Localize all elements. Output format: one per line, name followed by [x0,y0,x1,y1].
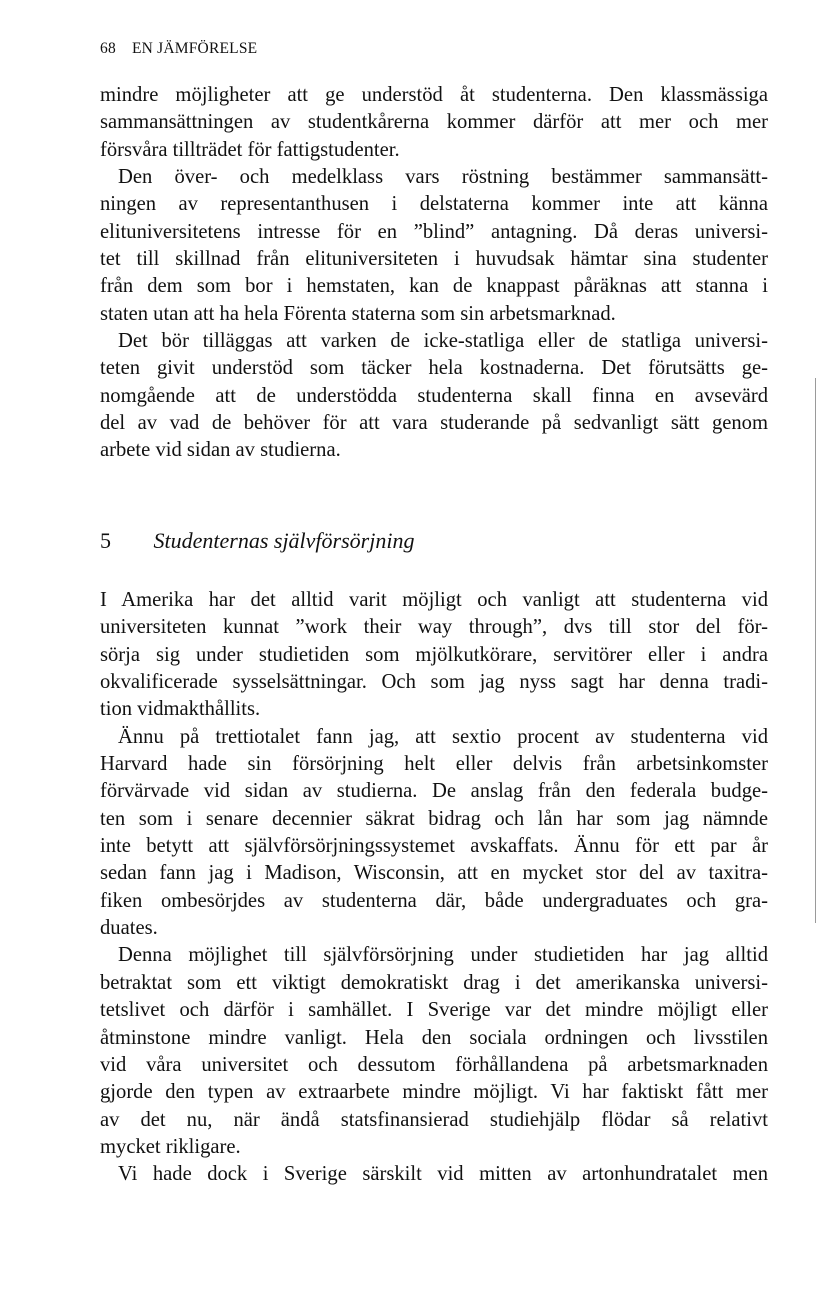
text-line: mindre möjligheter att ge understöd åt studenterna. Den klassmässiga [100,84,768,106]
paragraph [100,164,768,328]
text-line: Den över- och medelklass vars röstning bestämmer sammansätt- [118,166,768,189]
text-line: Denna möjlighet till självförsörjning under studietiden har jag alltid [118,944,768,967]
text-line: försvåra tillträdet för fattigstudenter. [100,138,400,161]
text-line: förvärvade vid sidan av studierna. De anslag från den federala budge- [100,780,768,803]
text-line: nomgående att de understödda studenterna skall finna en avsevärd [100,384,768,407]
text-line: mycket rikligare. [100,1135,241,1158]
text-line: I Amerika har det alltid varit möjligt och vanligt att studenterna vid [100,589,768,611]
text-line: Vi hade dock i Sverige särskilt vid mitten av artonhundratalet men [118,1163,768,1186]
text-line: gjorde den typen av extraarbete mindre möjligt. Vi har faktiskt fått mer [100,1081,768,1104]
paragraph [100,942,768,1161]
text-line: ten som i senare decennier säkrat bidrag och lån har som jag nämnde [100,807,768,830]
section-title: Studenternas självförsörjning [153,528,415,553]
text-line: tetslivet och därför i samhället. I Sverige var det mindre möjligt eller [100,999,768,1022]
text-line: sammansättningen av studentkårerna kommer därför att mer och mer [100,111,768,134]
text-line: sedan fann jag i Madison, Wisconsin, att en mycket stor del av taxitra- [100,862,768,885]
scan-edge-line [815,378,816,923]
text-line: från dem som bor i hemstaten, kan de knappast påräknas att stanna i [100,275,768,298]
text-line: åtminstone mindre vanligt. Hela den sociala ordningen och livsstilen [100,1026,768,1049]
text-line: ningen av representanthusen i delstaterna kommer inte att känna [100,193,768,216]
text-line: tet till skillnad från elituniversiteten i huvudsak hämtar sina studenter [100,248,768,271]
section-5-text [100,587,768,1189]
section-1-text [100,82,768,465]
text-line: duates. [100,917,158,940]
text-line: arbete vid sidan av studierna. [100,439,341,462]
text-line: Harvard hade sin försörjning helt eller delvis från arbetsinkomster [100,753,768,776]
text-line: staten utan att ha hela Förenta staterna som sin arbetsmarknad. [100,302,616,325]
text-line: Ännu på trettiotalet fann jag, att sextio procent av studenterna vid [118,725,768,748]
text-line: universiteten kunnat ”work their way through”, dvs till stor del för- [100,616,768,639]
running-head-title: EN JÄMFÖRELSE [131,40,258,57]
running-head [100,40,257,58]
paragraph [100,82,768,164]
text-line: teten givit understöd som täcker hela kostnaderna. Det förutsätts ge- [100,357,768,380]
page-number: 68 [100,40,116,57]
paragraph [100,587,768,724]
text-line: vid våra universitet och dessutom förhållandena på arbetsmarknaden [100,1053,768,1076]
text-line: del av vad de behöver för att vara studerande på sedvanligt sätt genom [100,412,768,435]
text-line: betraktat som ett viktigt demokratiskt drag i det amerikanska universi- [100,971,768,994]
text-line: Det bör tilläggas att varken de icke-statliga eller de statliga universi- [118,330,768,353]
text-line: tion vidmakthållits. [100,698,261,721]
section-number: 5 [100,528,111,553]
text-line: fiken ombesörjdes av studenterna där, både undergraduates och gra- [100,889,768,912]
text-line: okvalificerade sysselsättningar. Och som jag nyss sagt har denna tradi- [100,671,768,694]
paragraph [100,724,768,943]
text-line: elituniversitetens intresse för en ”blind” antagning. Då deras universi- [100,220,768,243]
section-heading [100,528,414,554]
text-line: inte betytt att självförsörjningssystemet avskaffats. Ännu för ett par år [100,835,768,858]
paragraph [100,1161,768,1188]
text-line: av det nu, när ändå statsfinansierad studiehjälp flödar så relativt [100,1108,768,1131]
text-line: sörja sig under studietiden som mjölkutkörare, servitörer eller i andra [100,643,768,666]
paragraph [100,328,768,465]
